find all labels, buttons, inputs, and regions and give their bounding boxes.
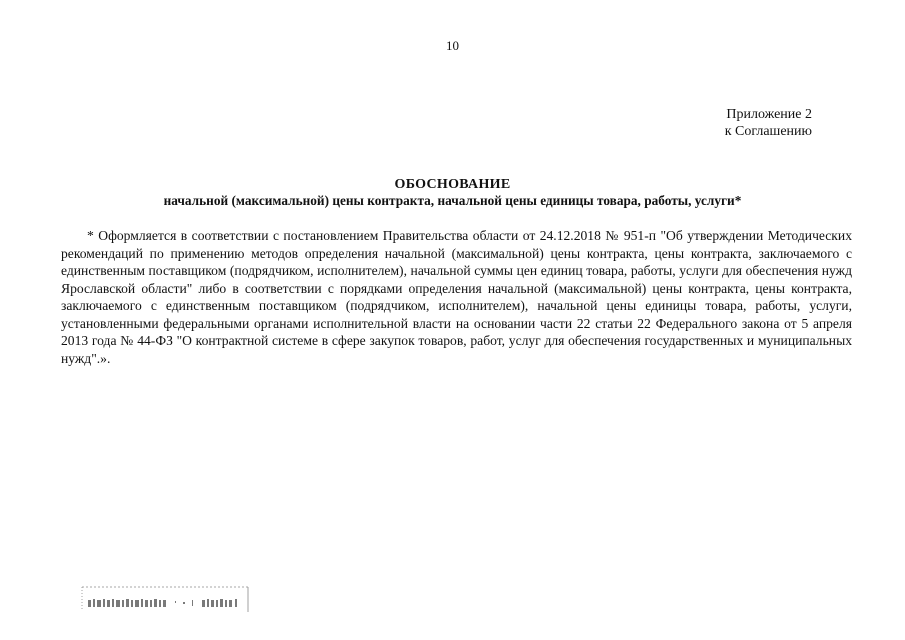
appendix-line-1: Приложение 2 (726, 107, 812, 122)
document-subtitle: начальной (максимальной) цены контракта, начальной цены единицы товара, работы, услуги* (163, 193, 742, 208)
document-title: ОБОСНОВАНИЕ (394, 177, 511, 192)
registration-stamp-mark (80, 584, 252, 614)
appendix-line-2: к Соглашению (724, 124, 812, 139)
appendix-reference (600, 106, 812, 140)
footnote-text: * Оформляется в соответствии с постановлением Правительства области от 24.12.2018 № 951-п "Об утверждении Методических рекомендаций по применению методов определения начальной (максимальной) цены контракта, цены контракта, заключаемого с единственным поставщиком (подрядчиком, исполнителем), начальной суммы цен единиц товара, работы, услуги для обеспечения нужд Ярославской области" либо в соответствии с порядками определения начальной (максимальной) цены контракта, цены контракта, заключаемого с единственным поставщиком (подрядчиком, исполнителем), начальной цены единицы товара, работы, услуги, установленными федеральными органами исполнительной власти на основании части 22 статьи 22 Федерального закона от 5 апреля 2013 года № 44-ФЗ "О контрактной системе в сфере закупок товаров, работ, услуг для обеспечения государственных и муниципальных нужд".». (61, 228, 852, 366)
page-number: 10 (446, 38, 459, 53)
